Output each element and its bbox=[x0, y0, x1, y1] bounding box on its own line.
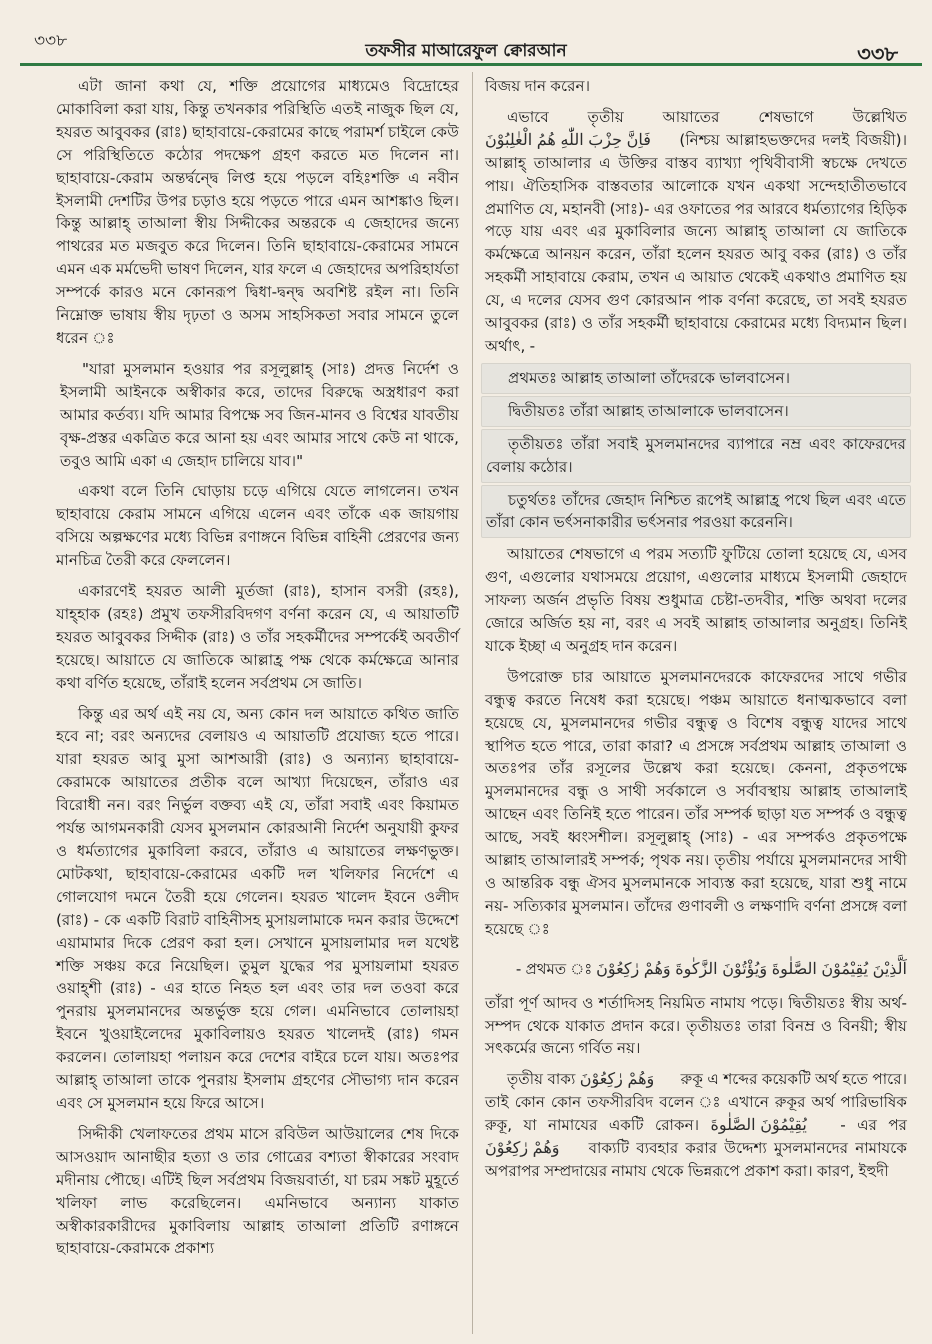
quote-paragraph: "যারা মুসলমান হওয়ার পর রসূলুল্লাহ্ (সাঃ) প্রদত্ত নির্দেশ ও ইসলামী আইনকে অস্বীকার করে, তাদের বিরুদ্ধে অস্ত্রধারণ করা আমার কর্তব্য। যদি আমার বিপক্ষে সব জিন-মানব ও বিশ্বের যাবতীয় বৃক্ষ-প্রস্তর একত্রিত করে আনা হয় এবং আমার সাথে কেউ না থাকে, তবুও আমি একা এ জেহাদ চালিয়ে যাব।" bbox=[60, 359, 459, 470]
text-run: এভাবে তৃতীয় আয়াতের শেষভাগে উল্লেখিত bbox=[507, 107, 907, 126]
arabic-verse: وَهُمْ رٰكِعُوْنَ bbox=[485, 1138, 560, 1158]
arabic-verse: اَلَّذِيْنَ يُقِيْمُوْنَ الصَّلٰوةَ وَيُؤْتُوْنَ الزَّكٰوةَ وَهُمْ رٰكِعُوْنَ bbox=[596, 958, 907, 978]
paragraph: একথা বলে তিনি ঘোড়ায় চড়ে এগিয়ে যেতে লাগলেন। তখন ছাহাবায়ে কেরাম সামনে এগিয়ে এলেন এবং তাঁকে এক জায়গায় বসিয়ে অল্পক্ষণের মধ্যে বিভিন্ন রণাঙ্গনে বিভিন্ন বাহিনী প্রেরণের জন্য মানচিত্র তৈরী করে ফেললেন। bbox=[56, 482, 459, 570]
page-number-right: ৩৩৮ bbox=[857, 42, 898, 66]
column-divider bbox=[472, 72, 473, 1334]
paragraph: চতুর্থতঃ তাঁদের জেহাদ নিশ্চিত রূপেই আল্লাহ্র পথে ছিল এবং এতে তাঁরা কোন ভর্ৎসনাকারীর ভর্ৎসনার পরওয়া করেননি। bbox=[481, 485, 911, 539]
arabic-verse: وَهُمْ رٰكِعُوْنَ bbox=[579, 1069, 655, 1089]
running-title: তফসীর মাআরেফুল ক্বোরআন bbox=[365, 41, 567, 61]
arabic-verse: فَاِنَّ حِزْبَ اللّٰهِ هُمُ الْغٰلِبُوْنَ bbox=[485, 129, 651, 149]
paragraph bbox=[481, 1065, 911, 1186]
text-run: বাক্যটি ব্যবহার করার উদ্দেশ্য মুসলমানদের নামাযকে অপরাপর সম্প্রদায়ের নামায থেকে ভিন্নরূপে প্রকাশ করা। কারণ, ইহুদী bbox=[485, 1139, 907, 1180]
paragraph: কিন্তু এর অর্থ এই নয় যে, অন্য কোন দল আয়াতে কথিত জাতি হবে না; বরং অন্যদের বেলায়ও এ আয়াতটি প্রযোজ্য হতে পারে। যারা হযরত আবু মুসা আশআরী (রাঃ) ও অন্যান্য ছাহাবায়ে-কেরামকে আয়াতের প্রতীক বলে আখ্যা দিয়েছেন, তাঁরাও এর বিরোধী নন। বরং নির্ভুল বক্তব্য এই যে, তাঁরা সবাই এবং কিয়ামত পর্যন্ত আগমনকারী যেসব মুসলমান কোরআনী নির্দেশ অনুযায়ী কুফর ও ধর্মত্যাগের মুকাবিলা করবে, তাঁরাও এ আয়াতের লক্ষণভুক্ত। মোটকথা, ছাহাবায়ে-কেরামের একটি দল খলিফার নির্দেশে এ গোলযোগ দমনে তৈরী হয়ে গেলেন। হযরত খালেদ ইবনে ওলীদ (রাঃ) - কে একটি বিরাট বাহিনীসহ মুসায়লামাকে দমন করার উদ্দেশে এয়ামামার দিকে প্রেরণ করা হল। সেখানে মুসায়লামার দল যথেষ্ট শক্তি সঞ্চয় করে নিয়েছিল। তুমুল যুদ্ধের পর মুসায়লামা হযরত ওয়াহ্শী (রাঃ) - এর হাতে নিহত হল এবং তার দল তওবা করে পুনরায় মুসলমানদের অন্তর্ভুক্ত হয়ে গেল। এমনিভাবে তোলায়হা ইবনে খুওয়াইলেদের মুকাবিলায়ও হযরত খালেদই (রাঃ) গমন করলেন। তোলায়হা পলায়ন করে দেশের বাইরে চলে যায়। অতঃপর আল্লাহ্ তাআলা তাকে পুনরায় ইসলাম গ্রহণের সৌভাগ্য দান করেন এবং সে মুসলমান হয়ে ফিরে আসে। bbox=[56, 704, 459, 1112]
paragraph: প্রথমতঃ আল্লাহ তাআলা তাঁদেরকে ভালবাসেন। bbox=[481, 363, 911, 394]
paragraph: তাঁরা পূর্ণ আদব ও শর্তাদিসহ নিয়মিত নামায পড়ে। দ্বিতীয়তঃ স্বীয় অর্থ-সম্পদ থেকে যাকাত প্রদান করে। তৃতীয়তঃ তারা বিনম্র ও বিনয়ী; স্বীয় সৎকর্মের জন্যে গর্বিত নয়। bbox=[485, 993, 907, 1058]
text-run: - এর পর bbox=[840, 1116, 908, 1135]
text-run: শব্দের কয়েকটি অর্থ হতে পারে। তাই কোন কোন তফসীরবিদ বলেন ঃ এখানে রুকূর অর্থ পারিভাষিক রুকূ, যা নামাযের একটি রোকন। bbox=[485, 1070, 908, 1135]
paragraph: সিদ্দীকী খেলাফতের প্রথম মাসে রবিউল আউয়ালের শেষ দিকে আসওয়াদ আনাছীর হত্যা ও তার গোত্রের বশ্যতা স্বীকারের সংবাদ মদীনায় পৌছে। এটিই ছিল সর্বপ্রথম বিজয়বার্তা, যা চরম সঙ্কট মুহূর্তে খলিফা লাভ করেছিলেন। এমনিভাবে অন্যান্য যাকাত অস্বীকারকারীদের মুকাবিলায় আল্লাহ তাআলা প্রতিটি রণাঙ্গনে ছাহাবায়ে-কেরামকে প্রকাশ্য bbox=[56, 1124, 459, 1258]
arabic-verse-line bbox=[481, 952, 911, 987]
text-run: (নিশ্চয় আল্লাহভক্তদের দলই বিজয়ী)। আল্লাহ্ তাআলার এ উক্তির বাস্তব ব্যাখ্যা পৃথিবীবাসী স্বচক্ষে দেখতে পায়। ঐতিহাসিক বাস্তবতার আলোকে যখন একথা সন্দেহাতীতভাবে প্রমাণিত যে, মহানবী (সাঃ)- এর ওফাতের পর আরবে ধর্মত্যাগের হিড়িক পড়ে যায় এবং এর মুকাবিলার জন্যে আল্লাহ্ তাআলা যে জাতিকে কর্মক্ষেত্রে আনয়ন করেন, তাঁরা হলেন হযরত আবু বকর (রাঃ) ও তাঁর সহকর্মী সাহাবায়ে কেরাম, তখন এ আয়াত থেকেই একথাও প্রমাণিত হয় যে, এ দলের যেসব গুণ কোরআন পাক বর্ণনা করেছে, তা সবই হযরত আবুবকর (রাঃ) ও তাঁর সহকর্মী ছাহাবায়ে কেরামের মধ্যে বিদ্যমান ছিল। অর্থাৎ, - bbox=[485, 130, 908, 355]
page-number-left: ৩৩৮ bbox=[34, 31, 68, 51]
verse-tail: - প্রথমত ঃ bbox=[515, 959, 592, 978]
paragraph: উপরোক্ত চার আয়াতে মুসলমানদেরকে কাফেরদের সাথে গভীর বন্ধুত্ব করতে নিষেধ করা হয়েছে। পঞ্চম আয়াতে ধনাত্মকভাবে বলা হয়েছে যে, মুসলমানদের গভীর বন্ধুত্ব ও বিশেষ বন্ধুত্ব যাদের সাথে স্থাপিত হতে পারে, তারা কারা? এ প্রসঙ্গে সর্বপ্রথম আল্লাহ তাআলা ও অতঃপর তাঁর রসূলের উল্লেখ করা হয়েছে। কেননা, প্রকৃতপক্ষে মুসলমানদের বন্ধু ও সাথী সর্বকালে ও সর্বাবস্থায় আল্লাহ তাআলাই আছেন এবং তিনিই হতে পারেন। তাঁর সম্পর্ক ছাড়া যত সম্পর্ক ও বন্ধুত্ব আছে, সবই ধ্বংসশীল। রসূলুল্লাহ্ (সাঃ) - এর সম্পর্কও প্রকৃতপক্ষে আল্লাহ তাআলারই সম্পর্ক; পৃথক নয়। তৃতীয় পর্যায়ে মুসলমানদের সাথী ও আন্তরিক বন্ধু ঐসব মুসলমানকে সাব্যস্ত করা হয়েছে, যারা শুধু নামে নয়- সত্যিকার মুসলমান। তাঁদের গুণাবলী ও লক্ষণাদি বর্ণনা প্রসঙ্গে বলা হয়েছে ঃ bbox=[485, 667, 907, 938]
arabic-verse: يُقِيْمُوْنَ الصَّلٰوةَ bbox=[710, 1115, 807, 1135]
paragraph: তৃতীয়তঃ তাঁরা সবাই মুসলমানদের ব্যাপারে নম্র এবং কাফেরদের বেলায় কঠোর। bbox=[481, 429, 911, 483]
header-rule bbox=[20, 63, 922, 66]
right-column bbox=[481, 72, 911, 1188]
page-header bbox=[0, 0, 932, 66]
text-run: তৃতীয় বাক্য bbox=[507, 1070, 576, 1089]
paragraph: আয়াতের শেষভাগে এ পরম সত্যটি ফুটিয়ে তোলা হয়েছে যে, এসব গুণ, এগুলোর যথাসময়ে প্রয়োগ, এগুলোর মাধ্যমে ইসলামী জেহাদে সাফল্য অর্জন প্রভৃতি বিষয় শুধুমাত্র চেষ্টা-তদবীর, শক্তি অথবা দলের জোরে অর্জিত হয় না, বরং এ সবই আল্লাহ তাআলার অনুগ্রহ। তিনিই যাকে ইচ্ছা এ অনুগ্রহ দান করেন। bbox=[485, 545, 907, 655]
paragraph: এটা জানা কথা যে, শক্তি প্রয়োগের মাধ্যমেও বিদ্রোহের মোকাবিলা করা যায়, কিন্তু তখনকার পরিস্থিতি এতই নাজুক ছিল যে, হযরত আবুবকর (রাঃ) ছাহাবায়ে-কেরামের কাছে পরামর্শ চাইলে কেউ সে পরিস্থিতিতে কঠোর পদক্ষেপ গ্রহণ করতে মত দিলেন না। ছাহাবায়ে-কেরাম অন্তর্দ্বন্দ্বে লিপ্ত হয়ে পড়লে বহিঃশক্তি এ নবীন ইসলামী দেশটির উপর চড়াও হয়ে পড়তে পারে এমন আশঙ্কাও ছিল। কিন্তু আল্লাহ্ তাআলা স্বীয় সিদ্দীকের অন্তরকে এ জেহাদের জন্যে পাথরের মত মজবুত করে দিলেন। তিনি ছাহাবায়ে-কেরামের সামনে এমন এক মর্মভেদী ভাষণ দিলেন, যার ফলে এ জেহাদের অপরিহার্যতা সম্পর্কে কারও মনে কোনরূপ দ্বিধা-দ্বন্দ্ব অবশিষ্ট রইল না। তিনি নিম্নোক্ত ভাষায় স্বীয় দৃঢ়তা ও অসম সাহসিকতা সবার সামনে তুলে ধরেন ঃ bbox=[56, 77, 459, 347]
paragraph bbox=[481, 103, 911, 361]
paragraph: দ্বিতীয়তঃ তাঁরা আল্লাহ তাআলাকে ভালবাসেন। bbox=[481, 396, 911, 427]
text-run: রুকূ এ bbox=[680, 1070, 719, 1089]
paragraph: বিজয় দান করেন। bbox=[485, 77, 591, 95]
left-column bbox=[52, 72, 463, 1265]
paragraph: একারণেই হযরত আলী মুর্তজা (রাঃ), হাসান বসরী (রহঃ), যাহ্হাক (রহঃ) প্রমুখ তফসীরবিদগণ বর্ণনা করেন যে, এ আয়াতটি হযরত আবুবকর সিদ্দীক (রাঃ) ও তাঁর সহকর্মীদের সম্পর্কেই অবতীর্ণ হয়েছে। আয়াতে যে জাতিকে আল্লাহ্র পক্ষ থেকে কর্মক্ষেত্রে আনার কথা বর্ণিত হয়েছে, তাঁরাই হলেন সর্বপ্রথম সে জাতি। bbox=[56, 582, 459, 692]
